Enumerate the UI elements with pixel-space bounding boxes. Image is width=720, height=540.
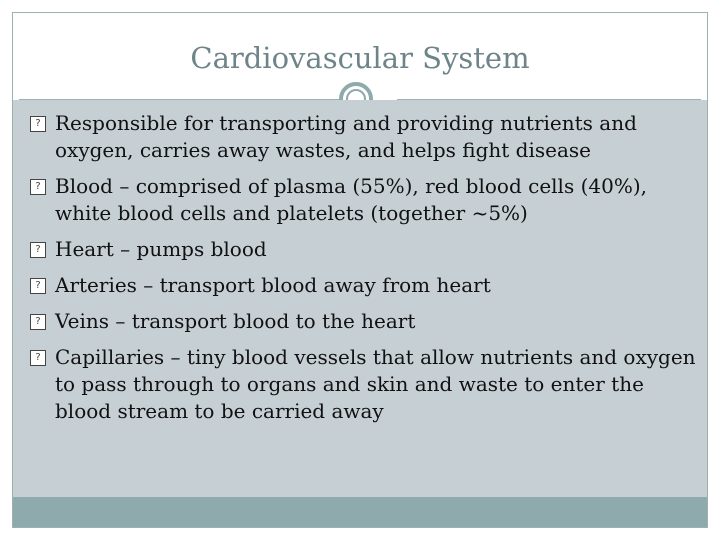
bullet-list [30,110,700,434]
slide-title: Cardiovascular System [190,41,530,75]
bullet-marker-icon: ? [30,278,46,294]
bullet-item-veins [30,308,700,335]
bullet-marker-icon: ? [30,116,46,132]
bullet-marker-icon: ? [30,242,46,258]
content-area [13,100,707,497]
bullet-text: Heart – pumps blood [55,237,267,261]
bullet-marker-icon: ? [30,314,46,330]
bullet-text: Arteries – transport blood away from heart [55,273,491,297]
bullet-text: Blood – comprised of plasma (55%), red blood cells (40%), white blood cells and platelets (together ~5%) [55,174,647,225]
bullet-text: Responsible for transporting and providing nutrients and oxygen, carries away wastes, and helps fight disease [55,111,637,162]
bullet-item-capillaries [30,344,700,425]
bullet-item-responsible [30,110,700,164]
footer-bar [13,497,707,527]
bullet-item-heart [30,236,700,263]
bullet-text: Capillaries – tiny blood vessels that allow nutrients and oxygen to pass through to organs and skin and waste to enter the blood stream to be carried away [55,345,696,423]
bullet-item-blood [30,173,700,227]
slide [12,12,708,528]
bullet-text: Veins – transport blood to the heart [55,309,416,333]
bullet-item-arteries [30,272,700,299]
bullet-marker-icon: ? [30,350,46,366]
bullet-marker-icon: ? [30,179,46,195]
